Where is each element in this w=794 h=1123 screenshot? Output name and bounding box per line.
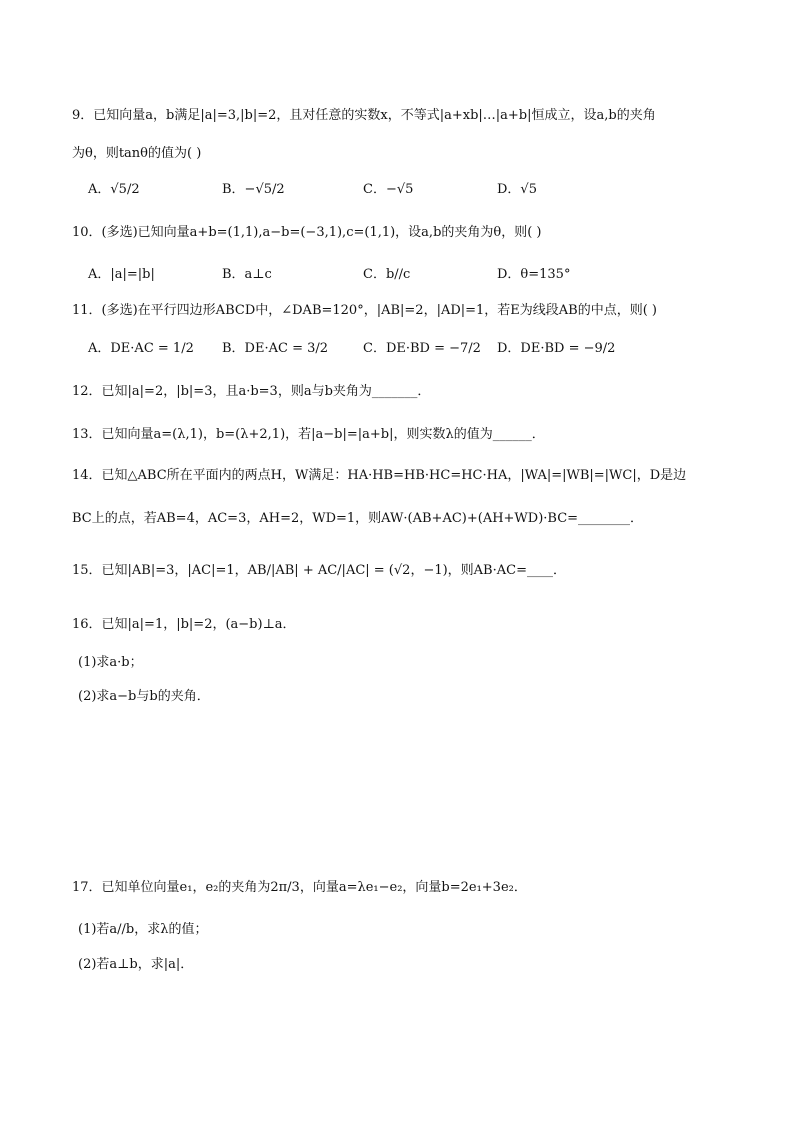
question-10-option-a: A．|a|=|b|	[88, 267, 155, 282]
question-9-option-a: A．√5/2	[88, 182, 140, 197]
question-9-line-2: 为θ，则tanθ的值为( )	[72, 146, 202, 161]
question-11-line-1: 11．(多选)在平行四边形ABCD中，∠DAB=120°，|AB|=2，|AD|=1，若E为线段AB的中点，则( )	[72, 303, 658, 318]
question-11-option-a: A．DE·AC = 1/2	[88, 341, 194, 356]
question-16-part-2: (2)求a−b与b的夹角．	[78, 689, 210, 704]
question-9-option-c: C．−√5	[363, 182, 414, 197]
question-11-option-b: B．DE·AC = 3/2	[222, 341, 329, 356]
question-15-line-1: 15．已知|AB|=3，|AC|=1，AB/|AB| + AC/|AC| = (√2，−1)，则AB·AC=____．	[72, 563, 566, 578]
question-12-line-1: 12．已知|a|=2，|b|=3，且a·b=3，则a与b夹角为_______．	[72, 384, 431, 399]
question-9-option-d: D．√5	[497, 182, 537, 197]
question-9-option-b: B．−√5/2	[222, 182, 285, 197]
question-10-option-b: B．a⊥c	[222, 267, 272, 282]
question-11-option-d: D．DE·BD = −9/2	[497, 341, 616, 356]
question-16-line-1: 16．已知|a|=1，|b|=2，(a−b)⊥a．	[72, 617, 296, 632]
question-17-line-1: 17．已知单位向量e₁，e₂的夹角为2π/3，向量a=λe₁−e₂，向量b=2e₁+3e₂．	[72, 880, 527, 895]
question-14-line-1: 14．已知△ABC所在平面内的两点H，W满足：HA·HB=HB·HC=HC·HA，|WA|=|WB|=|WC|，D是边	[72, 468, 687, 483]
question-14-line-2: BC上的点，若AB=4，AC=3，AH=2，WD=1，则AW·(AB+AC)+(AH+WD)·BC=________．	[72, 511, 644, 526]
question-10-option-d: D．θ=135°	[497, 267, 571, 282]
question-10-option-c: C．b//c	[363, 267, 411, 282]
question-10-line-1: 10．(多选)已知向量a+b=(1,1),a−b=(−3,1),c=(1,1)，设a,b的夹角为θ，则( )	[72, 225, 542, 240]
question-9-line-1: 9．已知向量a，b满足|a|=3,|b|=2，且对任意的实数x，不等式|a+xb|…|a+b|恒成立，设a,b的夹角	[72, 108, 656, 123]
question-17-part-1: (1)若a//b，求λ的值；	[78, 922, 208, 937]
question-17-part-2: (2)若a⊥b，求|a|．	[78, 957, 194, 972]
question-13-line-1: 13．已知向量a=(λ,1)，b=(λ+2,1)，若|a−b|=|a+b|，则实数λ的值为______．	[72, 427, 545, 442]
question-16-part-1: (1)求a·b；	[78, 655, 143, 670]
question-11-option-c: C．DE·BD = −7/2	[363, 341, 481, 356]
